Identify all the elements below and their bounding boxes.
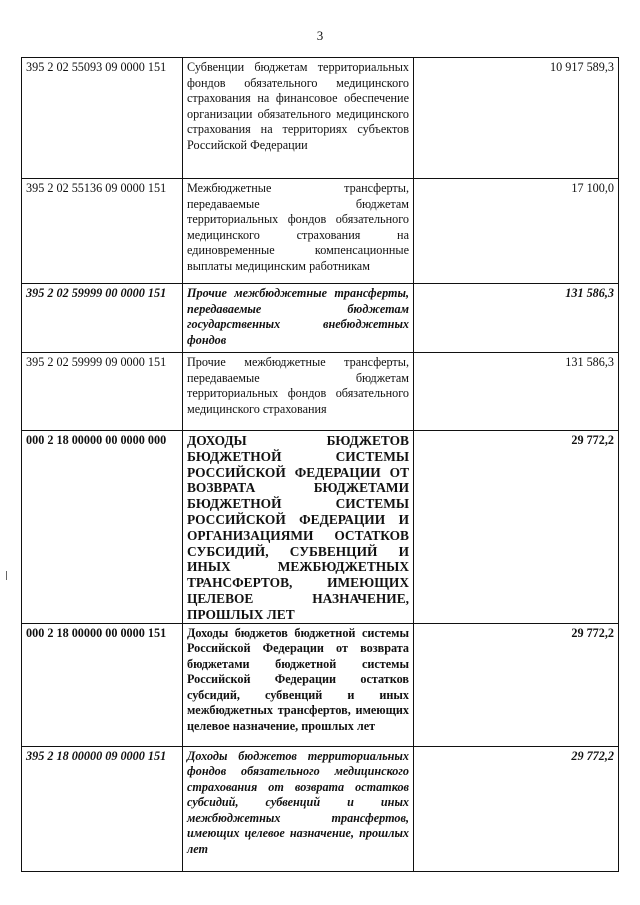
table-row (22, 58, 619, 179)
table-row (22, 353, 619, 431)
revenue-name: Доходы бюджетов бюджетной системы Российской Федерации от возврата бюджетами бюджетной системы Российской Федерации остатков субсидий, субвенций и иных межбюджетных трансфертов, имеющих целевое назначение, прошлых лет (183, 623, 414, 746)
budget-classification-code: 395 2 18 00000 09 0000 151 (22, 746, 183, 871)
scan-edge-mark (6, 571, 7, 580)
amount-value: 29 772,2 (414, 431, 619, 624)
amount-value: 29 772,2 (414, 746, 619, 871)
amount-value: 17 100,0 (414, 179, 619, 284)
budget-classification-code: 000 2 18 00000 00 0000 000 (22, 431, 183, 624)
revenue-name: Межбюджетные трансферты, передаваемые бюджетам территориальных фондов обязательного медицинского страхования на единовременные компенсационные выплаты медицинским работникам (183, 179, 414, 284)
revenue-name: Субвенции бюджетам территориальных фондов обязательного медицинского страхования на финансовое обеспечение организации обязательного медицинского страхования на территориях субъектов Российской Федерации (183, 58, 414, 179)
page-number: 3 (316, 28, 324, 43)
amount-value: 131 586,3 (414, 284, 619, 353)
table-row (22, 179, 619, 284)
table-row (22, 431, 619, 624)
budget-classification-code: 395 2 02 55093 09 0000 151 (22, 58, 183, 179)
revenue-name: Доходы бюджетов территориальных фондов обязательного медицинского страхования от возврата остатков субсидий, субвенций и иных межбюджетных трансфертов, имеющих целевое назначение, прошлых лет (183, 746, 414, 871)
amount-value: 131 586,3 (414, 353, 619, 431)
table-row (22, 746, 619, 871)
amount-value: 29 772,2 (414, 623, 619, 746)
table-row (22, 284, 619, 353)
table-row (22, 623, 619, 746)
amount-value: 10 917 589,3 (414, 58, 619, 179)
budget-classification-code: 395 2 02 59999 00 0000 151 (22, 284, 183, 353)
budget-classification-code: 395 2 02 59999 09 0000 151 (22, 353, 183, 431)
budget-classification-code: 000 2 18 00000 00 0000 151 (22, 623, 183, 746)
budget-classification-code: 395 2 02 55136 09 0000 151 (22, 179, 183, 284)
budget-revenue-table (21, 57, 619, 872)
revenue-name: Прочие межбюджетные трансферты, передаваемые бюджетам территориальных фондов обязательного медицинского страхования (183, 353, 414, 431)
revenue-name: Прочие межбюджетные трансферты, передаваемые бюджетам государственных внебюджетных фондов (183, 284, 414, 353)
revenue-name: ДОХОДЫ БЮДЖЕТОВ БЮДЖЕТНОЙ СИСТЕМЫ РОССИЙСКОЙ ФЕДЕРАЦИИ ОТ ВОЗВРАТА БЮДЖЕТАМИ БЮДЖЕТНОЙ СИСТЕМЫ РОССИЙСКОЙ ФЕДЕРАЦИИ И ОРГАНИЗАЦИЯМИ ОСТАТКОВ СУБСИДИЙ, СУБВЕНЦИЙ И ИНЫХ МЕЖБЮДЖЕТНЫХ ТРАНСФЕРТОВ, ИМЕЮЩИХ ЦЕЛЕВОЕ НАЗНАЧЕНИЕ, ПРОШЛЫХ ЛЕТ (183, 431, 414, 624)
